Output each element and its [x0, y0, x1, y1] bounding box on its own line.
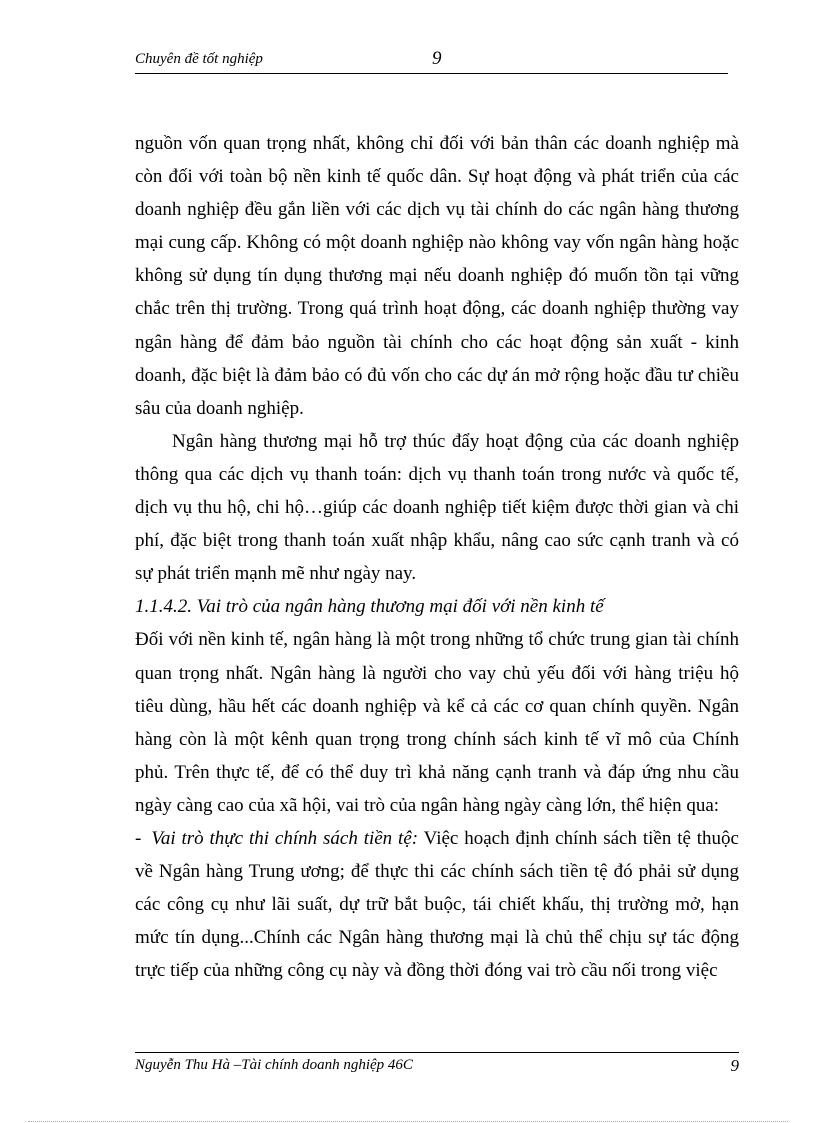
document-body: [135, 127, 739, 987]
list-item: [135, 822, 739, 987]
page-footer: [135, 1052, 739, 1079]
paragraph-3: Đối với nền kinh tế, ngân hàng là một trong những tổ chức trung gian tài chính quan trọng nhất. Ngân hàng là người cho vay chủ yếu đối với hàng triệu hộ tiêu dùng, hầu hết các doanh nghiệp và kể cả các cơ quan chính quyền. Ngân hàng còn là một kênh quan trọng trong chính sách kinh tế vĩ mô của Chính phủ. Trên thực tế, để có thể duy trì khả năng cạnh tranh và đáp ứng nhu cầu ngày càng cao của xã hội, vai trò của ngân hàng ngày càng lớn, thể hiện qua:: [135, 629, 739, 816]
footer-page-number: 9: [730, 1056, 739, 1075]
list-dash: -: [135, 827, 142, 849]
header-title: Chuyên đề tốt nghiệp: [135, 51, 263, 67]
header-page-number: 9: [432, 48, 442, 69]
list-item-label: Vai trò thực thi chính sách tiền tệ:: [151, 827, 419, 849]
paragraph-2: Ngân hàng thương mại hỗ trợ thúc đẩy hoạt động của các doanh nghiệp thông qua các dịch vụ thanh toán: dịch vụ thanh toán trong nước và quốc tế, dịch vụ thu hộ, chi hộ…giúp các doanh nghiệp tiết kiệm được thời gian và chi phí, đặc biệt trong thanh toán xuất nhập khẩu, nâng cao sức cạnh tranh và có sự phát triển mạnh mẽ như ngày nay.: [135, 430, 739, 585]
list-item-text: Việc hoạch định chính sách tiền tệ thuộc về Ngân hàng Trung ương; để thực thi các chính sách tiền tệ đó phải sử dụng các công cụ như lãi suất, dự trữ bắt buộc, tái chiết khấu, thị trường mở, hạn mức tín dụng...Chính các Ngân hàng thương mại là chủ thể chịu sự tác động trực tiếp của những công cụ này và đồng thời đóng vai trò cầu nối trong việc: [135, 827, 739, 982]
page-bottom-divider: [28, 1121, 788, 1122]
footer-author: Nguyễn Thu Hà –Tài chính doanh nghiệp 46C: [135, 1057, 413, 1073]
paragraph-1: nguồn vốn quan trọng nhất, không chỉ đối với bản thân các doanh nghiệp mà còn đối với toàn bộ nền kinh tế quốc dân. Sự hoạt động và phát triển của các doanh nghiệp đều gắn liền với các dịch vụ tài chính do các ngân hàng thương mại cung cấp. Không có một doanh nghiệp nào không vay vốn ngân hàng hoặc không sử dụng tín dụng thương mại nếu doanh nghiệp đó muốn tồn tại vững chắc trên thị trường. Trong quá trình hoạt động, các doanh nghiệp thường vay ngân hàng để đảm bảo nguồn tài chính cho các hoạt động sản xuất - kinh doanh, đặc biệt là đảm bảo có đủ vốn cho các dự án mở rộng hoặc đầu tư chiều sâu của doanh nghiệp.: [135, 133, 739, 419]
page-header: [135, 49, 728, 74]
section-heading: 1.1.4.2. Vai trò của ngân hàng thương mại đối với nền kinh tế: [135, 596, 604, 618]
